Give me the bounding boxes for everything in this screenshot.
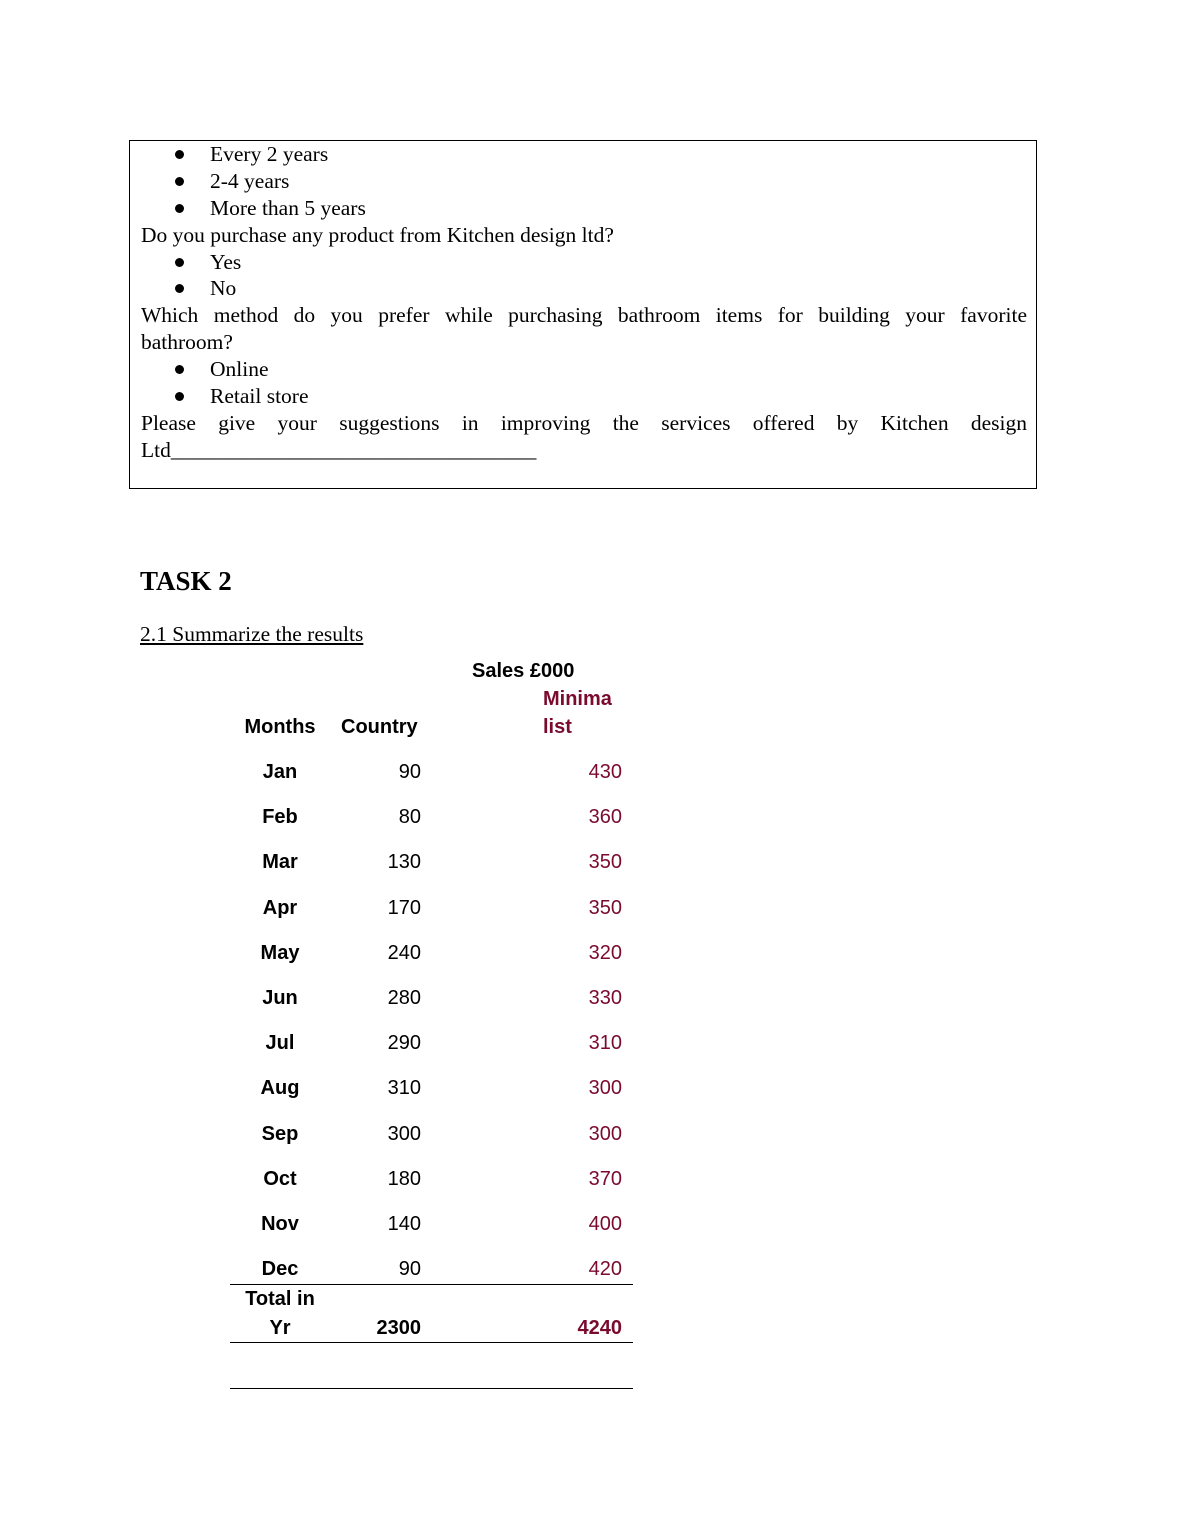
row-month: Jan [262, 761, 298, 783]
row-month: Dec [261, 1258, 299, 1280]
bullet-icon [175, 284, 184, 293]
row-country-value: 240 [387, 942, 421, 964]
row-country-value: 170 [387, 897, 421, 919]
bullet-icon [175, 392, 184, 401]
option-no: No [175, 275, 236, 302]
row-minimalist-value: 330 [588, 987, 622, 1009]
row-country-value: 280 [387, 987, 421, 1009]
row-month: Jul [265, 1032, 295, 1054]
row-minimalist-value: 350 [588, 851, 622, 873]
table-end-rule [230, 1388, 633, 1389]
option-every-2-years: Every 2 years [175, 141, 328, 168]
row-minimalist-value: 400 [588, 1213, 622, 1235]
bullet-icon [175, 177, 184, 186]
task-title: TASK 2 [140, 566, 232, 596]
bullet-icon [175, 365, 184, 374]
col-header-months: Months [244, 716, 316, 738]
row-minimalist-value: 360 [588, 806, 622, 828]
row-month: Oct [263, 1168, 297, 1190]
row-month: Apr [262, 897, 298, 919]
row-minimalist-value: 370 [588, 1168, 622, 1190]
question-method-line2: bathroom? [141, 330, 233, 354]
row-country-value: 290 [387, 1032, 421, 1054]
row-minimalist-value: 320 [588, 942, 622, 964]
row-country-value: 300 [387, 1123, 421, 1145]
question-purchase: Do you purchase any product from Kitchen design ltd? [141, 223, 614, 247]
table-caption: Sales £000 [472, 660, 575, 682]
bullet-icon [175, 258, 184, 267]
option-online: Online [175, 356, 269, 383]
row-country-value: 130 [387, 851, 421, 873]
total-country: 2300 [376, 1317, 421, 1339]
row-minimalist-value: 430 [588, 761, 622, 783]
row-country-value: 90 [398, 1258, 421, 1280]
row-month: Nov [261, 1213, 299, 1235]
col-header-minimalist-line1: Minima [543, 688, 612, 710]
option-2-4-years: 2-4 years [175, 168, 289, 195]
col-header-minimalist-line2: list [543, 716, 572, 738]
survey-box [129, 140, 1037, 489]
row-country-value: 90 [398, 761, 421, 783]
row-minimalist-value: 300 [588, 1077, 622, 1099]
row-minimalist-value: 420 [588, 1258, 622, 1280]
row-month: Feb [262, 806, 298, 828]
row-country-value: 80 [398, 806, 421, 828]
row-minimalist-value: 350 [588, 897, 622, 919]
option-retail-store: Retail store [175, 383, 309, 410]
total-minimalist: 4240 [577, 1317, 622, 1339]
question-method-line1: Which method do you prefer while purchasing bathroom items for building your favorite [141, 303, 1027, 327]
question-suggestions-line2: Ltd__________________________________ [141, 438, 537, 462]
section-subtitle: 2.1 Summarize the results [140, 622, 364, 646]
total-label-line1: Total in [245, 1288, 315, 1310]
total-bottom-rule [230, 1342, 633, 1343]
col-header-country: Country [341, 716, 418, 738]
row-country-value: 310 [387, 1077, 421, 1099]
row-month: Aug [260, 1077, 300, 1099]
row-country-value: 180 [387, 1168, 421, 1190]
bullet-icon [175, 150, 184, 159]
row-month: Jun [262, 987, 298, 1009]
question-suggestions-line1: Please give your suggestions in improving the services offered by Kitchen design [141, 411, 1027, 435]
bullet-icon [175, 204, 184, 213]
row-country-value: 140 [387, 1213, 421, 1235]
option-more-than-5-years: More than 5 years [175, 195, 366, 222]
row-month: Sep [261, 1123, 299, 1145]
option-yes: Yes [175, 249, 241, 276]
row-month: May [260, 942, 300, 964]
total-label-line2: Yr [269, 1317, 291, 1339]
row-minimalist-value: 300 [588, 1123, 622, 1145]
row-minimalist-value: 310 [588, 1032, 622, 1054]
row-month: Mar [262, 851, 298, 873]
